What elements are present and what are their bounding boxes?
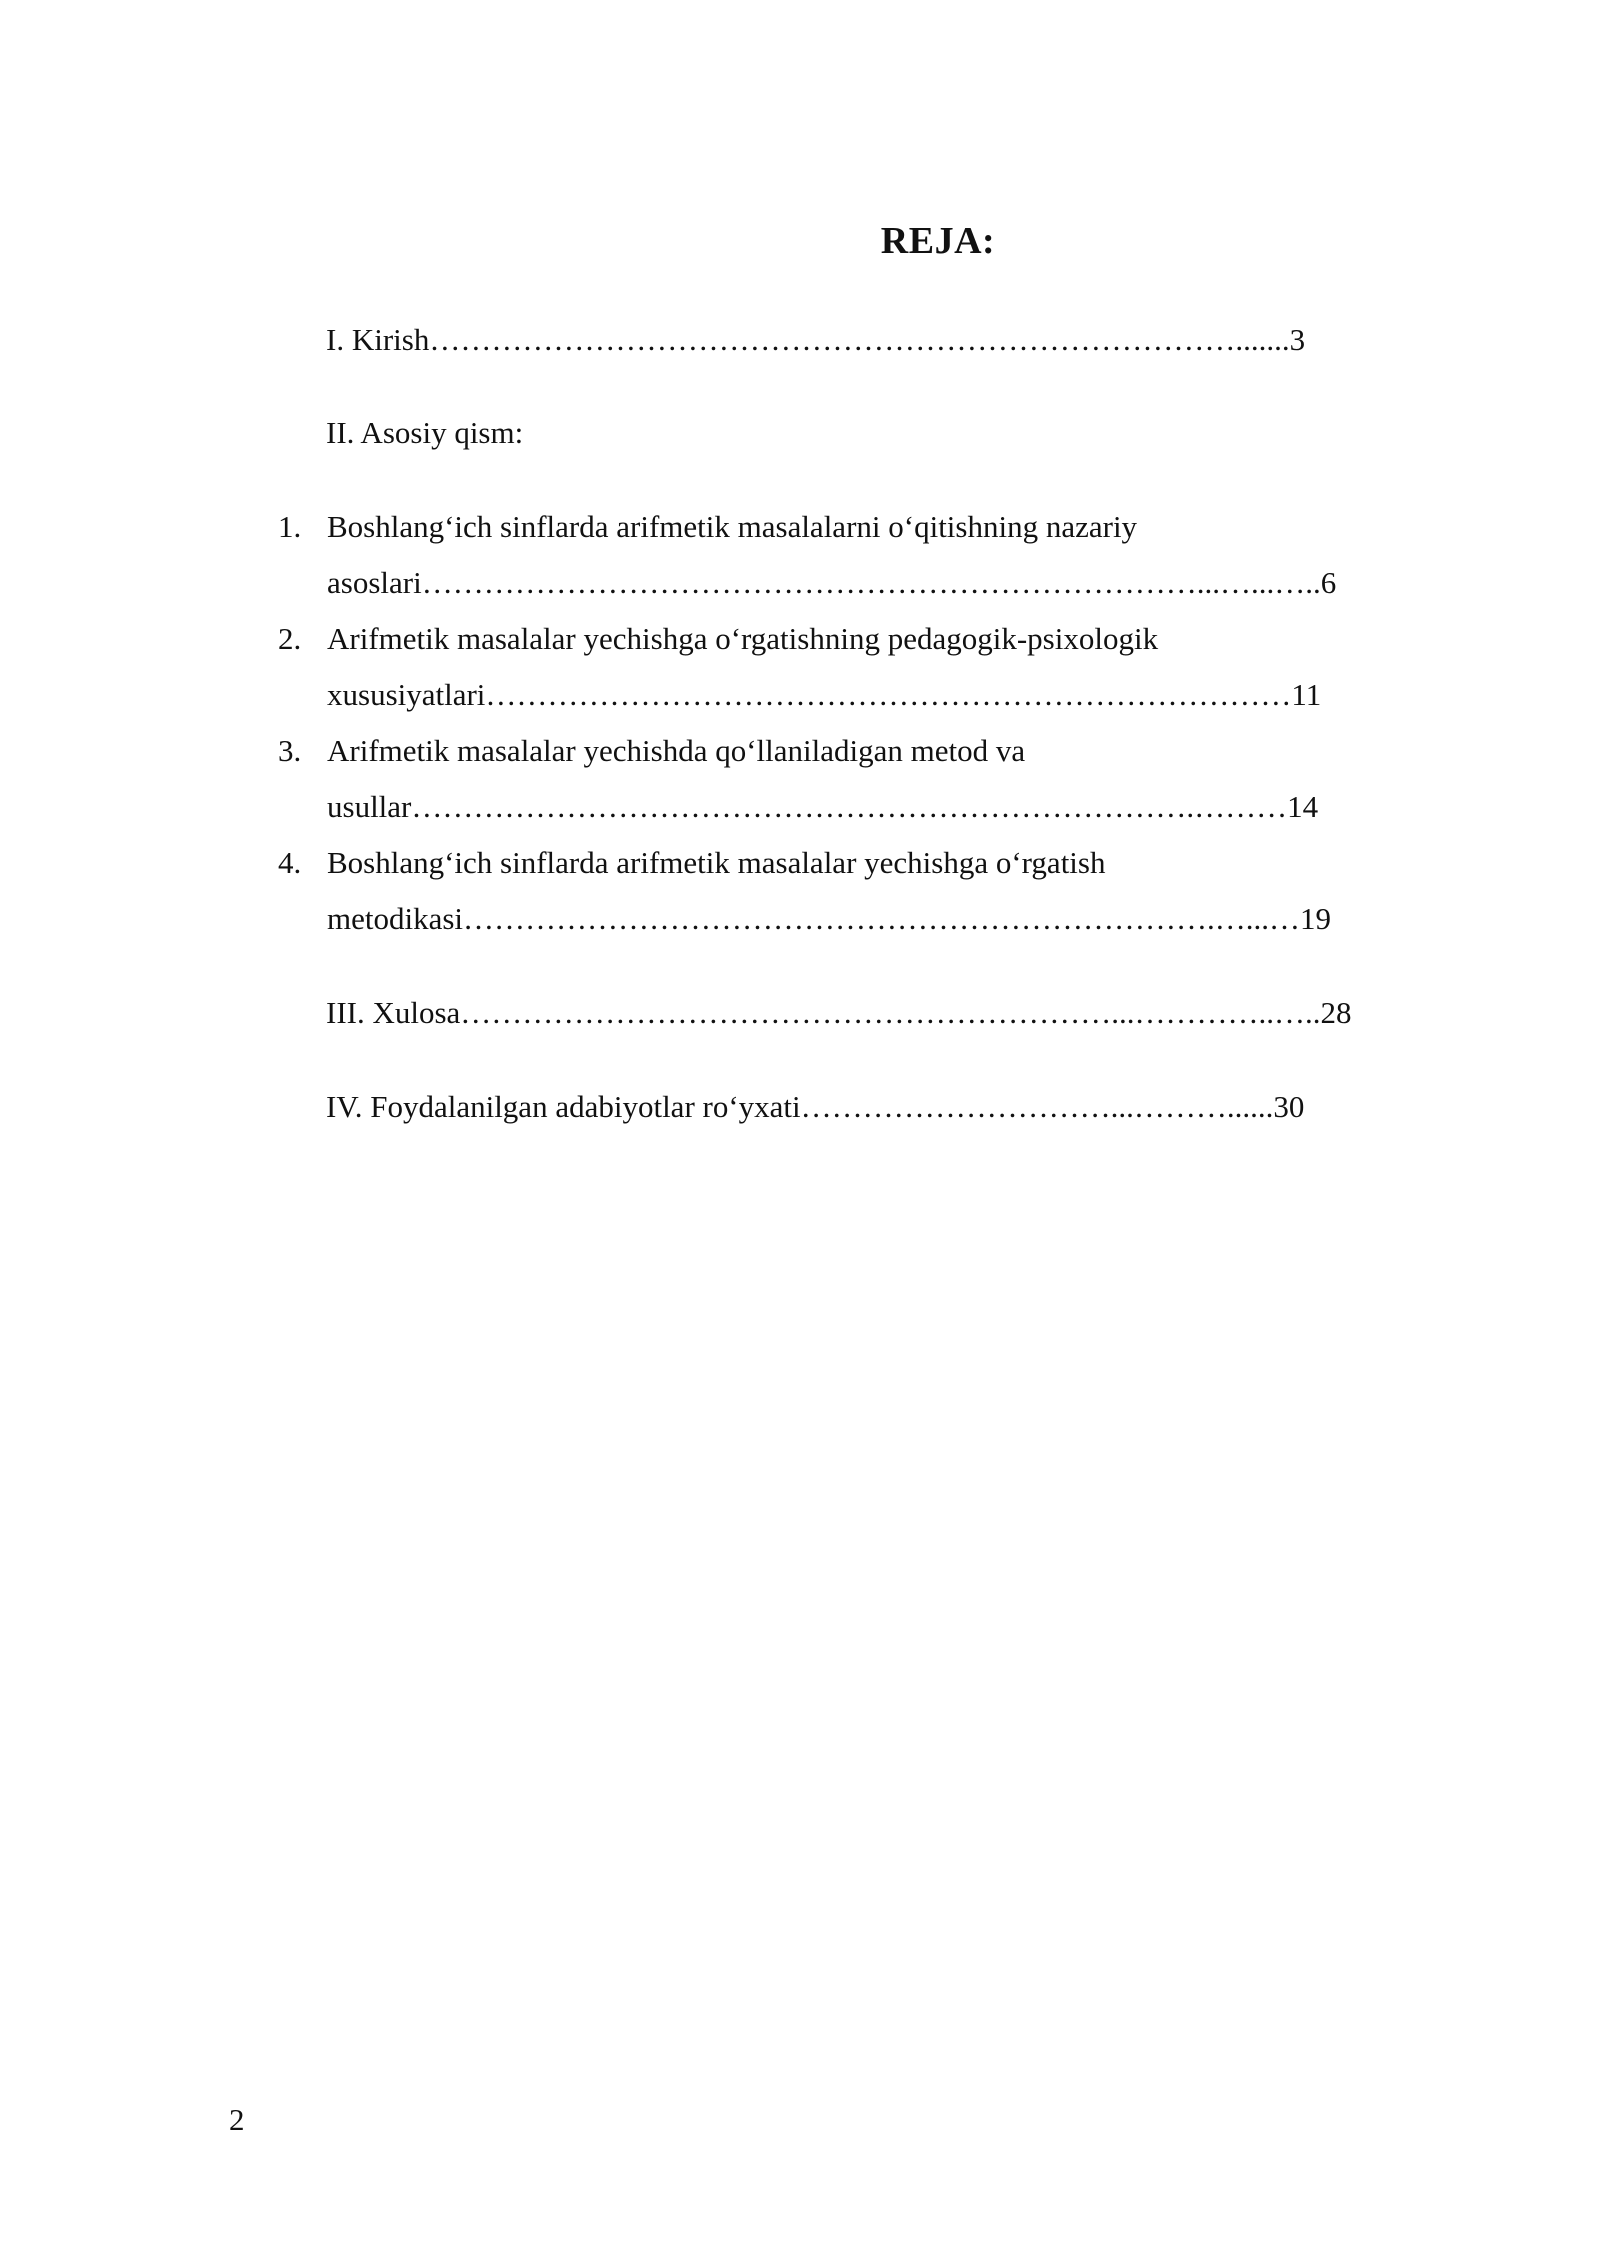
toc-item-number: 1. xyxy=(278,509,302,544)
toc-item-title: Boshlang‘ich sinflarda arifmetik masalalar yechishga o‘rgatish xyxy=(327,845,1106,880)
page-title: REJA: xyxy=(880,220,996,262)
toc-item-number: 3. xyxy=(278,733,302,768)
toc-item-title-continued: asoslari…………………………………………………………………...…...…..6 xyxy=(327,565,1337,600)
toc-entry-references: IV. Foydalanilgan adabiyotlar ro‘yxati…………………………...………......30 xyxy=(326,1089,1305,1124)
page-number: 2 xyxy=(229,2102,245,2137)
toc-entry-conclusion: III. Xulosa………………………………………………………...…………..…..28 xyxy=(326,995,1352,1030)
toc-item-title: Arifmetik masalalar yechishda qo‘llaniladigan metod va xyxy=(327,733,1026,768)
toc-item-title: Boshlang‘ich sinflarda arifmetik masalalarni o‘qitishning nazariy xyxy=(327,509,1138,544)
toc-item-title-continued: usullar………………………………………………………………….………14 xyxy=(327,789,1319,824)
toc-item-number: 4. xyxy=(278,845,302,880)
toc-item-number: 2. xyxy=(278,621,302,656)
toc-item-title-continued: metodikasi……………………………………………………………….…...…19 xyxy=(327,901,1332,936)
toc-item-title-continued: xususiyatlari……………………………………………………………………11 xyxy=(327,677,1322,712)
toc-entry-intro: I. Kirish…………………………………………………………………….......3 xyxy=(326,322,1306,357)
toc-heading-main: II. Asosiy qism: xyxy=(326,415,524,450)
toc-item-title: Arifmetik masalalar yechishga o‘rgatishning pedagogik-psixologik xyxy=(327,621,1159,656)
